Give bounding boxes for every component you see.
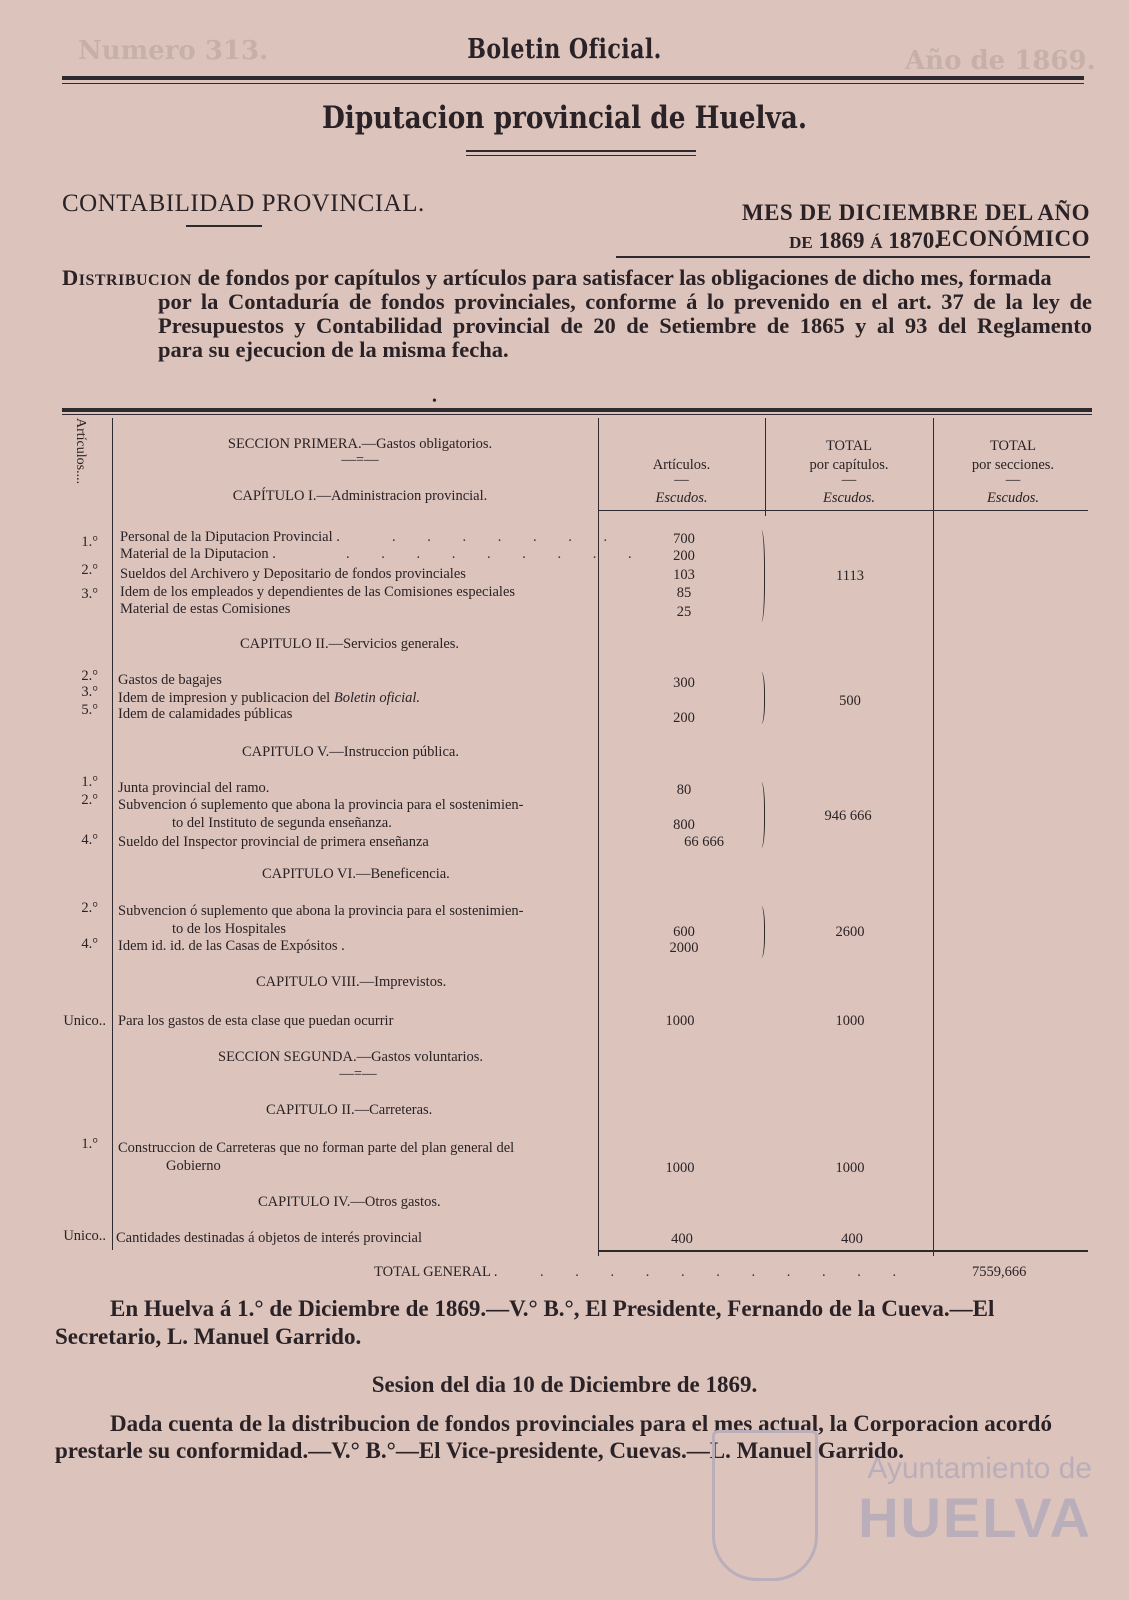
capIV-total: 400 (841, 1231, 863, 1247)
session-title: Sesion del dia 10 de Diciembre de 1869. (371, 1372, 758, 1397)
cap2-heading: CAPITULO II.—Servicios generales. (240, 636, 460, 652)
cap8-row: Para los gastos de esta clase que puedan ocurrir (118, 1013, 394, 1029)
cap5-val-1: 80 (676, 782, 692, 798)
cap1-heading: CAPÍTULO I.—Administracion provincial. (232, 488, 488, 504)
header-rule (62, 76, 1084, 80)
cap5-art-2: 2.° (81, 792, 98, 808)
cap1-row-2: Material de la Diputacion . (120, 546, 276, 562)
col3-unit: Escudos. (823, 490, 875, 506)
table-top-rule-2 (62, 414, 1092, 415)
capII-row-1: Construccion de Carreteras que no forman parte del plan general del (118, 1140, 515, 1156)
period-line-2 (620, 228, 940, 254)
col3-dash: — (841, 472, 857, 488)
cap2-row-2-text: Idem de impresion y publicacion del (118, 690, 331, 706)
period-de: DE (789, 233, 813, 252)
cap5-val-2: 800 (673, 817, 695, 833)
capII-art: 1.° (81, 1136, 98, 1152)
total-rule (598, 1250, 1088, 1252)
bulletin-title: Boletin Oficial. (467, 34, 662, 65)
cap1-val-4: 85 (676, 585, 692, 601)
col-articulos-head: Artículos. (652, 457, 711, 473)
col4-head-2: por secciones. (971, 457, 1055, 473)
ghost-year: Año de 1869. (905, 46, 1096, 76)
coat-of-arms-icon (712, 1430, 818, 1581)
cap2-row-1: Gastos de bagajes (118, 672, 222, 688)
cap2-val-3: 200 (673, 710, 695, 726)
cap5-row-1: Junta provincial del ramo. (118, 780, 270, 796)
cap5-art-4: 4.° (81, 832, 98, 848)
cap1-total: 1113 (836, 568, 864, 584)
intro-line-2: por la Contaduría de fondos provinciales, conforme á lo prevenido en el art. 37 de la ley de (158, 289, 1092, 314)
capII-heading: CAPITULO II.—Carreteras. (266, 1102, 433, 1118)
period-year-to: 1870. (888, 228, 940, 253)
section-heading-rule (186, 225, 262, 227)
cap5-bracket (756, 782, 765, 848)
head-bottom-rule (598, 510, 1088, 511)
cap5-val-4: 66 666 (684, 834, 724, 850)
cap1-row-5: Material de estas Comisiones (120, 601, 291, 617)
sec1-heading: SECCION PRIMERA.—Gastos obligatorios. (227, 436, 493, 452)
watermark-line-1: Ayuntamiento de (867, 1452, 1092, 1485)
cap6-total: 2600 (835, 924, 865, 940)
leader-dots: . . . . . . . . . . . (540, 1264, 911, 1280)
cap8-art: Unico.. (63, 1013, 106, 1029)
col3-head-1: TOTAL (825, 438, 873, 454)
cap5-row-4: Sueldo del Inspector provincial de primera enseñanza (118, 834, 429, 850)
table-dot: • (432, 394, 437, 409)
cap1-val-1: 700 (673, 531, 695, 547)
total-value: 7559,666 (972, 1264, 1027, 1280)
period-line-1: MES DE DICIEMBRE DEL AÑO ECONÓMICO (741, 200, 1090, 251)
cap5-art-1: 1.° (81, 774, 98, 790)
cap5-row-2: Subvencion ó suplemento que abona la provincia para el sostenimien- (118, 797, 524, 813)
session-paragraph: Dada cuenta de la distribucion de fondos provinciales para el mes actual, la Corporacion acordó prestarle su conformidad.—V.° B.°—El Vice-presidente, Cuevas.—L. Manuel Garrido. (55, 1411, 1052, 1463)
cap2-row-3: Idem de calamidades públicas (118, 706, 293, 722)
cap6-art-2: 2.° (81, 900, 98, 916)
capII-total: 1000 (835, 1160, 865, 1176)
cap1-art-3: 2.° (81, 562, 98, 578)
cap2-art-2: 3.° (81, 684, 98, 700)
col4-head-1: TOTAL (989, 438, 1037, 454)
cap8-total: 1000 (835, 1013, 865, 1029)
capIV-val: 400 (671, 1231, 693, 1247)
section-heading: CONTABILIDAD PROVINCIAL. (62, 190, 425, 217)
cap6-bracket (756, 906, 765, 958)
cap1-art-4: 3.° (81, 586, 98, 602)
period-rule (616, 256, 1090, 258)
cap6-val-1: 600 (673, 924, 695, 940)
cap2-val-1: 300 (673, 675, 695, 691)
cap2-total: 500 (839, 693, 861, 709)
page-subtitle: Diputacion provincial de Huelva. (321, 100, 808, 136)
watermark-stamp (712, 1430, 1092, 1580)
cap6-row-3: Idem id. id. de las Casas de Expósitos . (118, 938, 345, 954)
intro-line-4: para su ejecucion de la misma fecha. (158, 337, 509, 362)
cap2-bracket (756, 672, 765, 724)
cap1-val-5: 25 (676, 604, 692, 620)
signature-paragraph: En Huelva á 1.° de Diciembre de 1869.—V.° B.°, El Presidente, Fernando de la Cueva.—El Secretario, L. Manuel Garrido. (55, 1296, 995, 1349)
col-articulos-label: Artículos.... (73, 418, 88, 485)
subtitle-rule (466, 150, 696, 152)
cap1-val-2: 200 (673, 548, 695, 564)
col2-dash: — (674, 472, 689, 488)
cap1-val-3: 103 (673, 567, 695, 583)
sec2-ornament: —=— (339, 1066, 377, 1082)
sec1-ornament: —=— (341, 452, 379, 468)
cap2-row-2 (118, 690, 420, 707)
capIV-row: Cantidades destinadas á objetos de interés provincial (116, 1230, 423, 1246)
capIV-art: Unico.. (63, 1228, 106, 1244)
cap8-val: 1000 (665, 1013, 695, 1029)
col4-unit: Escudos. (987, 490, 1039, 506)
ghost-number: Numero 313. (78, 36, 269, 66)
cap6-val-2: 2000 (669, 940, 699, 956)
total-label: TOTAL GENERAL . (374, 1264, 498, 1280)
table-top-rule (62, 408, 1092, 412)
col-divider-4 (933, 418, 934, 1256)
cap1-row-3: Sueldos del Archivero y Depositario de fondos provinciales (120, 566, 466, 582)
capIV-heading: CAPITULO IV.—Otros gastos. (258, 1194, 441, 1210)
col2-unit: Escudos. (655, 490, 708, 506)
cap2-row-2-italic: Boletin oficial. (333, 690, 421, 706)
header-rule-thin (62, 83, 1084, 84)
cap2-art-1: 2.° (81, 668, 98, 684)
intro-l1: de fondos por capítulos y artículos para satisfacer las obligaciones de dicho mes, formada (197, 265, 1052, 290)
subtitle-rule-2 (466, 155, 696, 156)
cap1-bracket (756, 530, 765, 622)
intro-paragraph (62, 266, 1092, 362)
watermark-line-2: HUELVA (858, 1486, 1092, 1549)
cap5-heading: CAPITULO V.—Instruccion pública. (242, 744, 459, 760)
cap5-row-2b: to del Instituto de segunda enseñanza. (172, 815, 392, 831)
capII-val: 1000 (665, 1160, 695, 1176)
cap8-heading: CAPITULO VIII.—Imprevistos. (256, 974, 447, 990)
cap1-art-1: 1.° (81, 534, 98, 550)
cap6-row-1: Subvencion ó suplemento que abona la provincia para el sostenimien- (118, 903, 524, 919)
period-a: Á (870, 233, 883, 252)
capII-row-2: Gobierno (166, 1158, 221, 1174)
leader-dots: . . . . . . . (392, 529, 622, 545)
col4-dash: — (1005, 472, 1021, 488)
cap6-heading: CAPITULO VI.—Beneficencia. (262, 866, 450, 882)
intro-lead: Distribucion (62, 265, 192, 290)
col3-head-2: por capítulos. (809, 457, 889, 473)
period-year-from: 1869 (818, 228, 865, 253)
sec2-heading: SECCION SEGUNDA.—Gastos voluntarios. (218, 1049, 484, 1065)
intro-line-1 (62, 266, 1092, 290)
cap6-art-4: 4.° (81, 936, 98, 952)
cap6-row-2: to de los Hospitales (172, 921, 286, 937)
intro-line-3: Presupuestos y Contabilidad provincial de 20 de Setiembre de 1865 y al 93 del Reglamento (158, 313, 1092, 338)
cap1-row-1: Personal de la Diputacion Provincial . (120, 529, 340, 545)
col-divider-1 (112, 418, 113, 1250)
cap1-row-4: Idem de los empleados y dependientes de las Comisiones especiales (120, 584, 516, 600)
cap2-art-3: 5.° (81, 702, 98, 718)
leader-dots: . . . . . . . . . (346, 546, 646, 562)
cap5-total: 946 666 (824, 808, 872, 824)
